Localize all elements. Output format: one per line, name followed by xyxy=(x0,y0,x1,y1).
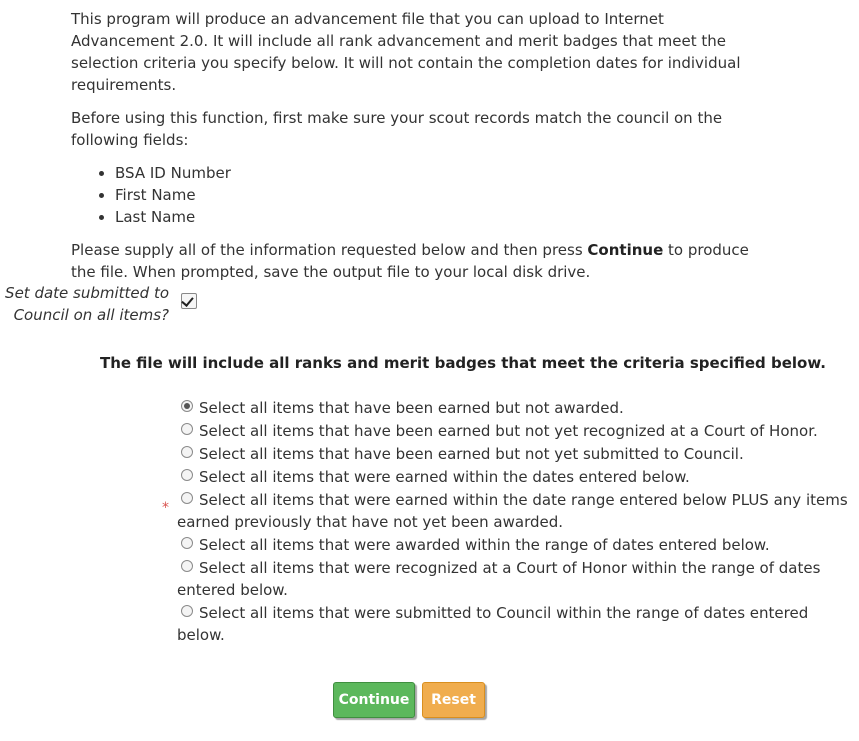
intro-paragraph-3: Please supply all of the information requested below and then press Continue to produce the file. When prompted, save the output file to your local disk drive. xyxy=(71,241,749,281)
radio-button[interactable] xyxy=(181,469,193,481)
reset-button[interactable]: Reset xyxy=(422,682,485,718)
radio-button[interactable] xyxy=(181,400,193,412)
radio-button[interactable] xyxy=(181,560,193,572)
radio-button[interactable] xyxy=(181,605,193,617)
required-fields-list xyxy=(71,162,761,228)
criteria-option[interactable]: Select all items that were submitted to Council within the range of dates entered below. xyxy=(177,604,809,644)
intro-paragraph-1: This program will produce an advancement file that you can upload to Internet Advancement 2.0. It will include all rank advancement and merit badges that meet the selection criteria you specify below. It will not contain the completion dates for individual requirements. xyxy=(71,10,741,94)
criteria-option[interactable]: Select all items that have been earned but not awarded. xyxy=(177,397,859,419)
radio-button[interactable] xyxy=(181,537,193,549)
criteria-option[interactable]: Select all items that were awarded within the range of dates entered below. xyxy=(177,534,859,556)
list-item: • First Name xyxy=(115,184,761,206)
set-date-submitted-checkbox[interactable] xyxy=(181,293,197,309)
criteria-option[interactable]: Select all items that have been earned but not yet submitted to Council. xyxy=(177,443,859,465)
intro-paragraph-2: Before using this function, first make sure your scout records match the council on the following fields: xyxy=(71,109,723,149)
intro-section xyxy=(71,8,761,294)
list-item: • BSA ID Number xyxy=(115,162,761,184)
list-item: • Last Name xyxy=(115,206,761,228)
checkmark-icon xyxy=(181,294,193,307)
radio-button[interactable] xyxy=(181,492,193,504)
continue-emphasis: Continue xyxy=(587,241,664,259)
criteria-option[interactable]: Select all items that were earned within the date range entered below PLUS any items earned previously that have not yet been awarded. xyxy=(177,491,848,531)
set-date-submitted-label: Set date submitted to Council on all items? xyxy=(5,284,169,324)
radio-button[interactable] xyxy=(181,446,193,458)
criteria-option[interactable]: Select all items that were earned within the dates entered below. xyxy=(177,466,859,488)
radio-button[interactable] xyxy=(181,423,193,435)
set-date-submitted-row xyxy=(0,282,859,328)
criteria-option[interactable]: Select all items that were recognized at a Court of Honor within the range of dates entered below. xyxy=(177,559,821,599)
criteria-option[interactable]: Select all items that have been earned but not yet recognized at a Court of Honor. xyxy=(177,420,859,442)
criteria-heading: The file will include all ranks and merit badges that meet the criteria specified below. xyxy=(100,354,826,372)
required-marker: * xyxy=(162,500,169,516)
criteria-options xyxy=(177,397,859,647)
continue-button[interactable]: Continue xyxy=(333,682,415,718)
